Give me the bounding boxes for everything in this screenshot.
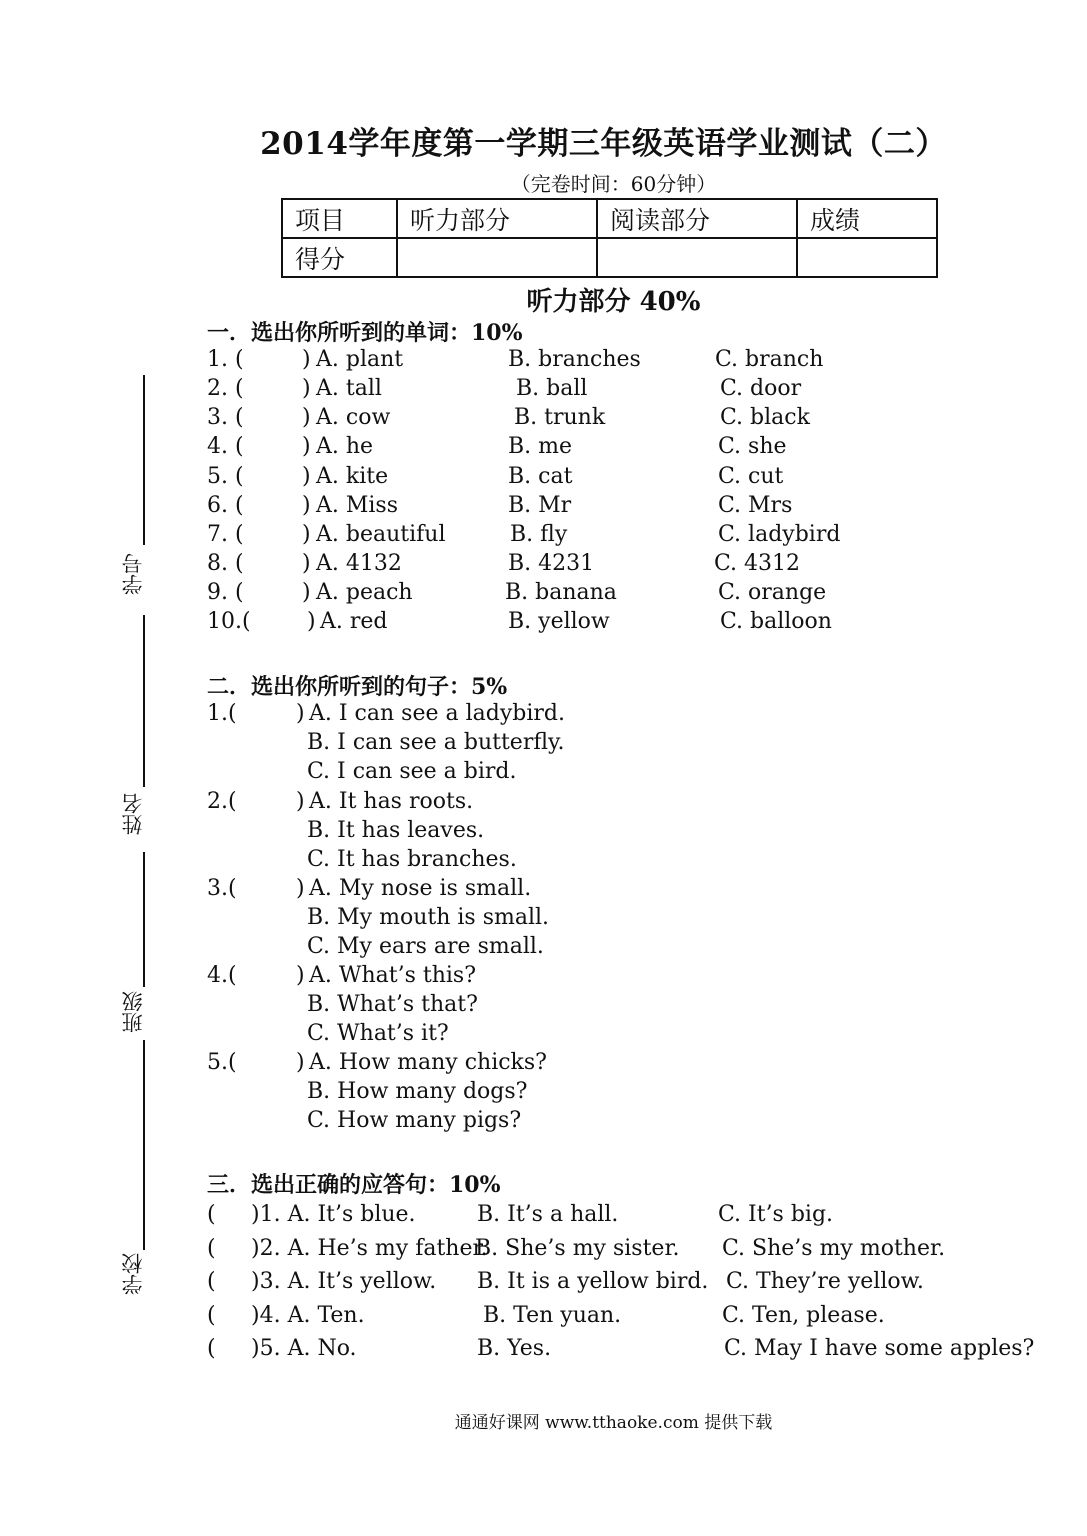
score-cell: 成绩 [797, 199, 937, 238]
option-b: B. 4231 [508, 551, 595, 576]
option-c: C. she [718, 434, 787, 459]
part2-heading: 二．选出你所听到的句子：5% [207, 674, 508, 700]
item-number: 9. ( [207, 580, 244, 605]
answer-paren[interactable]: ) [296, 1050, 305, 1075]
part1-heading: 一．选出你所听到的单词：10% [207, 320, 523, 346]
option-c: C. black [720, 405, 810, 430]
option-a: A. beautiful [316, 522, 446, 547]
exam-duration: （完卷时间：60分钟） [510, 172, 717, 196]
item-number: 5. ( [207, 464, 244, 489]
option-c: C. balloon [720, 609, 832, 634]
option-c: C. My ears are small. [307, 934, 544, 959]
score-table-header-row [282, 199, 937, 238]
answer-paren[interactable]: ) [302, 405, 311, 430]
answer-paren[interactable]: ) [296, 876, 305, 901]
option-b: B. She’s my sister. [475, 1236, 680, 1261]
score-table [281, 198, 938, 278]
option-c: C. 4312 [714, 551, 801, 576]
option-a: )4. A. Ten. [251, 1303, 365, 1328]
option-c: C. It’s big. [718, 1202, 834, 1227]
option-a: A. peach [316, 580, 413, 605]
item-number: 2. ( [207, 376, 244, 401]
answer-paren[interactable]: ) [302, 551, 311, 576]
answer-paren[interactable]: ) [302, 376, 311, 401]
option-a: A. cow [316, 405, 391, 430]
school-line[interactable] [143, 1040, 145, 1250]
option-a: A. It has roots. [309, 789, 474, 814]
option-b: B. cat [508, 464, 573, 489]
option-c: C. ladybird [718, 522, 841, 547]
option-a: A. How many chicks? [309, 1050, 547, 1075]
option-c: C. It has branches. [307, 847, 517, 872]
class-label: 班级 [121, 991, 145, 1033]
option-b: B. ball [516, 376, 588, 401]
option-a: A. 4132 [316, 551, 402, 576]
option-b: B. yellow [508, 609, 610, 634]
option-a: A. he [316, 434, 374, 459]
name-line[interactable] [143, 615, 145, 787]
answer-paren[interactable]: ( [207, 1202, 216, 1227]
option-c: C. Ten, please. [722, 1303, 885, 1328]
option-a: A. red [320, 609, 388, 634]
score-input-reading[interactable] [597, 238, 797, 277]
answer-paren[interactable]: ( [207, 1336, 216, 1361]
school-label: 学校 [121, 1253, 145, 1295]
footer-credit: 通通好课网 www.tthaoke.com 提供下载 [454, 1413, 773, 1433]
name-label: 姓名 [121, 793, 145, 835]
item-number: 4. ( [207, 434, 244, 459]
score-cell: 项目 [282, 199, 397, 238]
item-number: 2.( [207, 789, 237, 814]
answer-paren[interactable]: ( [207, 1269, 216, 1294]
option-b: B. Yes. [477, 1336, 552, 1361]
listening-section-heading: 听力部分 40% [526, 287, 701, 317]
option-c: C. cut [718, 464, 784, 489]
option-b: B. I can see a butterfly. [307, 730, 565, 755]
item-number: 3.( [207, 876, 237, 901]
option-a: )1. A. It’s blue. [251, 1202, 416, 1227]
option-a: A. My nose is small. [309, 876, 532, 901]
answer-paren[interactable]: ( [207, 1303, 216, 1328]
option-c: C. May I have some apples? [724, 1336, 1035, 1361]
class-line[interactable] [143, 852, 145, 987]
score-cell: 听力部分 [397, 199, 597, 238]
option-b: B. fly [510, 522, 568, 547]
option-c: C. They’re yellow. [726, 1269, 924, 1294]
item-number: 1. ( [207, 347, 244, 372]
answer-paren[interactable]: ) [296, 963, 305, 988]
option-b: B. It’s a hall. [477, 1202, 619, 1227]
option-b: B. What’s that? [307, 992, 478, 1017]
student-no-line[interactable] [143, 375, 145, 545]
answer-paren[interactable]: ) [307, 609, 316, 634]
score-cell: 阅读部分 [597, 199, 797, 238]
option-a: )3. A. It’s yellow. [251, 1269, 437, 1294]
score-cell: 得分 [282, 238, 397, 277]
option-b: B. banana [505, 580, 617, 605]
option-a: )2. A. He’s my father. [251, 1236, 488, 1261]
option-b: B. My mouth is small. [307, 905, 550, 930]
answer-paren[interactable]: ) [302, 434, 311, 459]
option-c: C. orange [718, 580, 827, 605]
option-b: B. It is a yellow bird. [477, 1269, 709, 1294]
option-a: A. kite [316, 464, 389, 489]
answer-paren[interactable]: ) [302, 347, 311, 372]
item-number: 3. ( [207, 405, 244, 430]
option-b: B. Ten yuan. [483, 1303, 622, 1328]
part3-heading: 三．选出正确的应答句：10% [207, 1172, 501, 1198]
exam-title: 2014学年度第一学期三年级英语学业测试（二） [260, 126, 947, 162]
option-c: C. door [720, 376, 802, 401]
option-a: A. I can see a ladybird. [309, 701, 565, 726]
answer-paren[interactable]: ) [296, 789, 305, 814]
option-b: B. Mr [508, 493, 572, 518]
option-b: B. trunk [514, 405, 606, 430]
option-b: B. It has leaves. [307, 818, 485, 843]
option-a: A. plant [316, 347, 404, 372]
option-b: B. How many dogs? [307, 1079, 528, 1104]
option-c: C. She’s my mother. [722, 1236, 946, 1261]
answer-paren[interactable]: ) [302, 580, 311, 605]
option-b: B. branches [508, 347, 641, 372]
answer-paren[interactable]: ) [302, 493, 311, 518]
item-number: 7. ( [207, 522, 244, 547]
option-a: )5. A. No. [251, 1336, 357, 1361]
answer-paren[interactable]: ( [207, 1236, 216, 1261]
score-input-total[interactable] [797, 238, 937, 277]
answer-paren[interactable]: ) [302, 522, 311, 547]
score-input-listening[interactable] [397, 238, 597, 277]
option-c: C. I can see a bird. [307, 759, 517, 784]
option-c: C. Mrs [718, 493, 793, 518]
item-number: 10.( [207, 609, 251, 634]
option-c: C. How many pigs? [307, 1108, 522, 1133]
option-a: A. What’s this? [309, 963, 477, 988]
item-number: 5.( [207, 1050, 237, 1075]
option-b: B. me [508, 434, 573, 459]
item-number: 6. ( [207, 493, 244, 518]
item-number: 1.( [207, 701, 237, 726]
score-table-score-row [282, 238, 937, 277]
option-c: C. branch [715, 347, 824, 372]
option-c: C. What’s it? [307, 1021, 449, 1046]
answer-paren[interactable]: ) [302, 464, 311, 489]
student-no-label: 学号 [121, 553, 145, 595]
option-a: A. tall [316, 376, 382, 401]
option-a: A. Miss [316, 493, 399, 518]
item-number: 8. ( [207, 551, 244, 576]
item-number: 4.( [207, 963, 237, 988]
answer-paren[interactable]: ) [296, 701, 305, 726]
